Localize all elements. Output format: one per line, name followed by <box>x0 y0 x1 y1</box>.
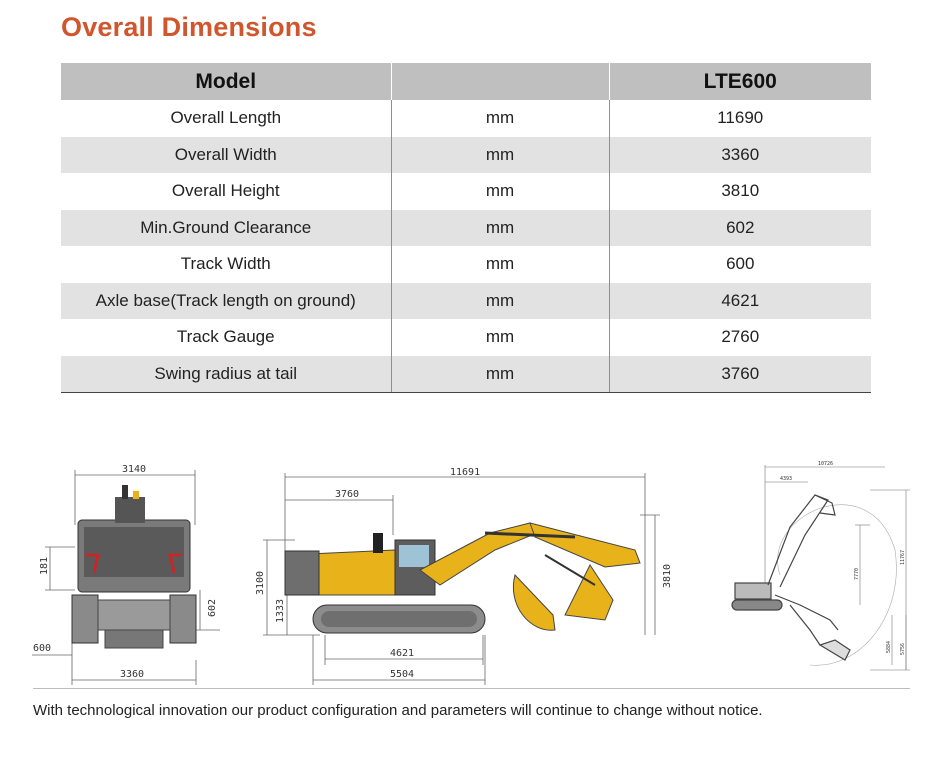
dim-front-top-width: 3140 <box>122 464 147 475</box>
table-row <box>61 246 871 283</box>
row-value: 602 <box>609 210 871 247</box>
table-row <box>61 137 871 174</box>
table-row <box>61 319 871 356</box>
table-row <box>61 100 871 137</box>
dim-range-depth-3: 5756 <box>900 642 906 655</box>
row-label: Track Gauge <box>176 327 275 347</box>
row-label: Track Width <box>180 254 271 274</box>
row-value: 3810 <box>609 173 871 210</box>
row-unit: mm <box>391 100 609 137</box>
dim-side-overall-height: 3810 <box>662 563 673 588</box>
front-view-drawing <box>20 455 250 690</box>
row-label: Overall Height <box>171 181 280 201</box>
table-row <box>61 210 871 247</box>
dimensions-table <box>61 63 871 393</box>
dim-front-track: 600 <box>33 643 52 654</box>
row-value: 4621 <box>609 283 871 320</box>
table-row <box>61 173 871 210</box>
dim-range-depth-2: 5884 <box>886 640 892 653</box>
row-value: 600 <box>609 246 871 283</box>
header-lte600: LTE600 <box>609 63 871 100</box>
side-view-drawing <box>245 455 695 690</box>
dim-side-counterweight-clearance: 1333 <box>275 598 286 623</box>
row-value: 2760 <box>609 319 871 356</box>
dim-front-clearance: 602 <box>207 598 218 617</box>
row-label: Swing radius at tail <box>61 356 391 393</box>
dim-range-dump-height: 11767 <box>900 549 906 565</box>
dim-front-left-height: 181 <box>39 556 50 575</box>
dim-side-track-length: 5504 <box>390 669 415 680</box>
dim-side-cab-height: 3100 <box>255 570 266 595</box>
dim-range-max-reach: 10726 <box>818 461 834 467</box>
header-model: Model <box>61 63 391 100</box>
row-unit: mm <box>391 246 609 283</box>
page-title: Overall Dimensions <box>61 12 317 42</box>
row-unit: mm <box>391 356 609 393</box>
row-unit: mm <box>391 319 609 356</box>
row-unit: mm <box>391 283 609 320</box>
dim-range-reach-2: 4393 <box>780 476 793 482</box>
row-value: 11690 <box>609 100 871 137</box>
header-unit <box>391 63 609 100</box>
table-row <box>61 283 871 320</box>
row-label: Axle base(Track length on ground) <box>61 283 391 320</box>
dim-range-dig-depth: 7770 <box>854 567 860 580</box>
working-range-drawing <box>720 455 920 690</box>
row-unit: mm <box>391 137 609 174</box>
dim-front-overall-width: 3360 <box>120 669 145 680</box>
row-value: 3760 <box>609 356 871 393</box>
dim-side-overall-length: 11691 <box>450 467 481 478</box>
row-label: Min.Ground Clearance <box>61 210 391 247</box>
divider <box>33 688 910 689</box>
row-value: 3360 <box>609 137 871 174</box>
table-row <box>61 356 871 393</box>
dimension-drawings <box>0 455 950 690</box>
row-unit: mm <box>391 210 609 247</box>
row-unit: mm <box>391 173 609 210</box>
disclaimer-note: With technological innovation our product configuration and parameters will continue to change without notice. <box>33 702 763 719</box>
row-label: Overall Width <box>61 137 391 174</box>
dim-side-tail-radius: 3760 <box>335 489 360 500</box>
dim-side-axle-base: 4621 <box>390 648 415 659</box>
table-header-row <box>61 63 871 100</box>
row-label: Overall Length <box>170 108 282 128</box>
